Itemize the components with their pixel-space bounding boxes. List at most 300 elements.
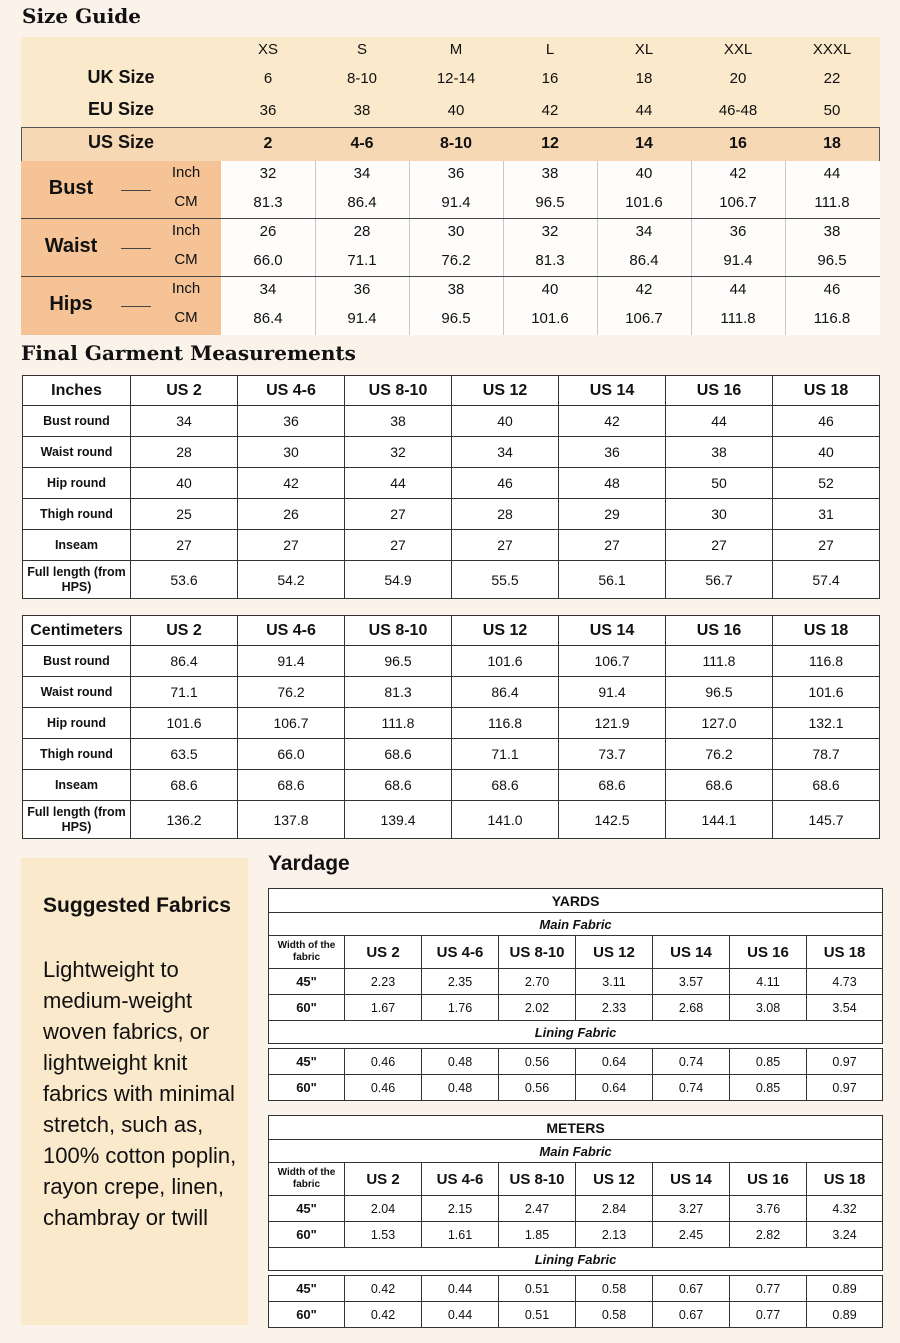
bracket-line bbox=[121, 190, 151, 191]
garment-row bbox=[23, 646, 880, 677]
lining-fabric-value-row bbox=[269, 1276, 883, 1302]
main-fabric-label: Main Fabric bbox=[269, 1140, 883, 1163]
yardage-value-cell: 3.54 bbox=[807, 995, 883, 1021]
measurement-inch-value: 36 bbox=[447, 165, 465, 182]
yardage-size-header: US 18 bbox=[807, 1163, 883, 1196]
yardage-value-cell: 0.42 bbox=[345, 1276, 422, 1302]
us-size-value: 14 bbox=[635, 135, 653, 152]
main-fabric-value-row bbox=[269, 1196, 883, 1222]
garment-row-label: Hip round bbox=[23, 708, 131, 739]
garment-value-cell: 46 bbox=[452, 468, 559, 499]
garment-value-cell: 137.8 bbox=[238, 801, 345, 839]
garment-size-header: US 8-10 bbox=[345, 616, 452, 646]
yardage-value-cell: 3.57 bbox=[653, 969, 730, 995]
yardage-value-cell: 1.85 bbox=[499, 1222, 576, 1248]
garment-value-cell: 71.1 bbox=[131, 677, 238, 708]
yardage-value-cell: 3.08 bbox=[730, 995, 807, 1021]
garment-value-cell: 101.6 bbox=[773, 677, 880, 708]
garment-value-cell: 44 bbox=[345, 468, 452, 499]
garment-row-label: Bust round bbox=[23, 646, 131, 677]
yardage-size-header: US 14 bbox=[653, 1163, 730, 1196]
garment-value-cell: 68.6 bbox=[345, 739, 452, 770]
yardage-value-cell: 0.89 bbox=[807, 1302, 883, 1328]
yardage-value-cell: 0.58 bbox=[576, 1302, 653, 1328]
garment-value-cell: 27 bbox=[345, 499, 452, 530]
yardage-value-cell: 0.51 bbox=[499, 1302, 576, 1328]
garment-row-label: Bust round bbox=[23, 406, 131, 437]
measurement-inch-value: 38 bbox=[541, 165, 559, 182]
garment-value-cell: 68.6 bbox=[238, 770, 345, 801]
yardage-value-cell: 0.58 bbox=[576, 1276, 653, 1302]
yardage-size-header: US 14 bbox=[653, 936, 730, 969]
suggested-fabrics-heading: Suggested Fabrics bbox=[43, 894, 231, 917]
garment-row-label: Inseam bbox=[23, 530, 131, 561]
measurement-label-bust: Bust bbox=[48, 177, 94, 199]
unit-inch-label bbox=[121, 222, 221, 239]
yardage-value-cell: 0.85 bbox=[730, 1075, 807, 1101]
yardage-value-cell: 2.35 bbox=[422, 969, 499, 995]
eu-size-value: 38 bbox=[353, 102, 371, 119]
main-fabric-value-row bbox=[269, 969, 883, 995]
lining-fabric-value-row bbox=[269, 1049, 883, 1075]
garment-value-cell: 127.0 bbox=[666, 708, 773, 739]
yardage-value-cell: 2.02 bbox=[499, 995, 576, 1021]
garment-value-cell: 48 bbox=[559, 468, 666, 499]
garment-value-cell: 27 bbox=[559, 530, 666, 561]
yardage-value-cell: 1.67 bbox=[345, 995, 422, 1021]
yardage-value-cell: 0.46 bbox=[345, 1049, 422, 1075]
garment-size-header: US 4-6 bbox=[238, 616, 345, 646]
garment-value-cell: 38 bbox=[666, 437, 773, 468]
main-fabric-value-row bbox=[269, 995, 883, 1021]
lining-fabric-row bbox=[269, 1021, 883, 1044]
measurement-cm-value: 76.2 bbox=[441, 252, 471, 269]
measurement-inch-value: 36 bbox=[729, 223, 747, 240]
width-of-fabric-label: Width of the fabric bbox=[269, 1163, 345, 1196]
yardage-value-cell: 2.45 bbox=[653, 1222, 730, 1248]
uk-size-value: 8-10 bbox=[346, 70, 378, 87]
unit-cm-label bbox=[121, 309, 221, 326]
garment-value-cell: 38 bbox=[345, 406, 452, 437]
garment-value-cell: 31 bbox=[773, 499, 880, 530]
yardage-value-cell: 2.15 bbox=[422, 1196, 499, 1222]
main-fabric-label: Main Fabric bbox=[269, 913, 883, 936]
main-fabric-row bbox=[269, 913, 883, 936]
garment-value-cell: 68.6 bbox=[559, 770, 666, 801]
yardage-size-header: US 16 bbox=[730, 1163, 807, 1196]
measurement-cm-value: 86.4 bbox=[253, 310, 283, 327]
garment-value-cell: 68.6 bbox=[666, 770, 773, 801]
garment-value-cell: 55.5 bbox=[452, 561, 559, 599]
garment-value-cell: 63.5 bbox=[131, 739, 238, 770]
garment-value-cell: 144.1 bbox=[666, 801, 773, 839]
yardage-value-cell: 0.64 bbox=[576, 1075, 653, 1101]
garment-value-cell: 40 bbox=[773, 437, 880, 468]
suggested-fabrics-text: Lightweight to medium-weight woven fabrics, or lightweight knit fabrics with minimal stretch, such as, 100% cotton poplin, rayon crepe, linen, chambray or twill bbox=[43, 957, 237, 1230]
measurement-inch-value: 28 bbox=[353, 223, 371, 240]
yardage-column-header-row bbox=[269, 1163, 883, 1196]
eu-size-value: 44 bbox=[635, 102, 653, 119]
measurement-cm-value: 91.4 bbox=[723, 252, 753, 269]
measurement-inch-value: 32 bbox=[541, 223, 559, 240]
garment-value-cell: 68.6 bbox=[345, 770, 452, 801]
fabric-width-label: 60" bbox=[269, 1222, 345, 1248]
measurement-inch-value: 42 bbox=[635, 281, 653, 298]
garment-size-header: US 14 bbox=[559, 376, 666, 406]
garment-value-cell: 32 bbox=[345, 437, 452, 468]
yardage-value-cell: 0.77 bbox=[730, 1302, 807, 1328]
fabric-width-label: 60" bbox=[269, 995, 345, 1021]
garment-value-cell: 73.7 bbox=[559, 739, 666, 770]
garment-value-cell: 101.6 bbox=[131, 708, 238, 739]
garment-value-cell: 68.6 bbox=[452, 770, 559, 801]
measurement-cm-value: 96.5 bbox=[535, 194, 565, 211]
garment-value-cell: 44 bbox=[666, 406, 773, 437]
measurement-cm-value: 101.6 bbox=[625, 194, 663, 211]
fabric-width-label: 45" bbox=[269, 1196, 345, 1222]
garment-size-header: US 12 bbox=[452, 376, 559, 406]
garment-value-cell: 106.7 bbox=[559, 646, 666, 677]
unit-cm-label bbox=[121, 193, 221, 210]
garment-value-cell: 46 bbox=[773, 406, 880, 437]
measurement-cm-value: 106.7 bbox=[719, 194, 757, 211]
garment-row bbox=[23, 468, 880, 499]
unit-cm-text: CM bbox=[174, 251, 198, 268]
garment-value-cell: 27 bbox=[773, 530, 880, 561]
measurement-inch-value: 26 bbox=[259, 223, 277, 240]
us-size-value: 4-6 bbox=[350, 135, 374, 152]
garment-value-cell: 26 bbox=[238, 499, 345, 530]
us-size-value: 12 bbox=[541, 135, 559, 152]
garment-value-cell: 139.4 bbox=[345, 801, 452, 839]
garment-size-header: US 12 bbox=[452, 616, 559, 646]
letter-size-label: L bbox=[545, 41, 555, 58]
garment-value-cell: 40 bbox=[452, 406, 559, 437]
measurement-inch-value: 44 bbox=[823, 165, 841, 182]
measurement-inch-value: 34 bbox=[353, 165, 371, 182]
uk-size-value: 16 bbox=[541, 70, 559, 87]
yardage-unit-row bbox=[269, 889, 883, 913]
measurement-inch-value: 44 bbox=[729, 281, 747, 298]
garment-value-cell: 28 bbox=[131, 437, 238, 468]
yardage-value-cell: 2.68 bbox=[653, 995, 730, 1021]
garment-row bbox=[23, 739, 880, 770]
garment-size-header: US 14 bbox=[559, 616, 666, 646]
yardage-value-cell: 0.77 bbox=[730, 1276, 807, 1302]
yardage-unit-row bbox=[269, 1116, 883, 1140]
garment-row bbox=[23, 708, 880, 739]
garment-row bbox=[23, 499, 880, 530]
yardage-value-cell: 0.56 bbox=[499, 1075, 576, 1101]
fabric-width-label: 60" bbox=[269, 1302, 345, 1328]
garment-value-cell: 96.5 bbox=[666, 677, 773, 708]
unit-cm-text: CM bbox=[174, 309, 198, 326]
main-fabric-row bbox=[269, 1140, 883, 1163]
unit-inch-text: Inch bbox=[171, 280, 201, 297]
us-size-value: 2 bbox=[263, 135, 273, 152]
yardage-value-cell: 0.42 bbox=[345, 1302, 422, 1328]
measurement-cm-value: 111.8 bbox=[720, 310, 756, 327]
garment-value-cell: 91.4 bbox=[559, 677, 666, 708]
yardage-value-cell: 3.24 bbox=[807, 1222, 883, 1248]
fabric-width-label: 60" bbox=[269, 1075, 345, 1101]
garment-value-cell: 76.2 bbox=[238, 677, 345, 708]
garment-row-label: Full length (from HPS) bbox=[23, 561, 131, 599]
measurement-inch-value: 38 bbox=[447, 281, 465, 298]
letter-size-label: XXXL bbox=[812, 41, 852, 58]
yardage-unit-header: METERS bbox=[269, 1116, 883, 1140]
garment-row-label: Waist round bbox=[23, 437, 131, 468]
measurement-inch-value: 42 bbox=[729, 165, 747, 182]
garment-header-row bbox=[23, 376, 880, 406]
yardage-value-cell: 0.48 bbox=[422, 1075, 499, 1101]
measurement-inch-value: 46 bbox=[823, 281, 841, 298]
garment-row-label: Waist round bbox=[23, 677, 131, 708]
garment-unit-header: Centimeters bbox=[23, 616, 131, 646]
garment-size-header: US 18 bbox=[773, 376, 880, 406]
garment-value-cell: 28 bbox=[452, 499, 559, 530]
garment-cm-table bbox=[22, 615, 880, 839]
yardage-value-cell: 3.11 bbox=[576, 969, 653, 995]
yardage-value-cell: 2.84 bbox=[576, 1196, 653, 1222]
yardage-value-cell: 0.48 bbox=[422, 1049, 499, 1075]
garment-value-cell: 34 bbox=[452, 437, 559, 468]
yardage-value-cell: 0.97 bbox=[807, 1075, 883, 1101]
yardage-title: Yardage bbox=[268, 852, 350, 875]
yardage-value-cell: 1.76 bbox=[422, 995, 499, 1021]
garment-value-cell: 52 bbox=[773, 468, 880, 499]
garment-inches-table bbox=[22, 375, 880, 599]
garment-value-cell: 54.2 bbox=[238, 561, 345, 599]
garment-size-header: US 16 bbox=[666, 616, 773, 646]
yardage-size-header: US 4-6 bbox=[422, 936, 499, 969]
garment-measurements-title: Final Garment Measurements bbox=[21, 341, 356, 365]
measurement-inch-value: 40 bbox=[541, 281, 559, 298]
yardage-size-header: US 4-6 bbox=[422, 1163, 499, 1196]
unit-inch-text: Inch bbox=[171, 164, 201, 181]
garment-row-label: Full length (from HPS) bbox=[23, 801, 131, 839]
garment-row bbox=[23, 406, 880, 437]
letter-size-label: XL bbox=[634, 41, 654, 58]
garment-value-cell: 106.7 bbox=[238, 708, 345, 739]
yardage-size-header: US 2 bbox=[345, 936, 422, 969]
garment-row-label: Inseam bbox=[23, 770, 131, 801]
bracket-line bbox=[121, 248, 151, 249]
eu-size-value: 40 bbox=[447, 102, 465, 119]
garment-value-cell: 86.4 bbox=[131, 646, 238, 677]
garment-value-cell: 132.1 bbox=[773, 708, 880, 739]
us-size-value: 18 bbox=[823, 135, 841, 152]
garment-value-cell: 30 bbox=[666, 499, 773, 530]
garment-value-cell: 101.6 bbox=[452, 646, 559, 677]
yardage-value-cell: 0.97 bbox=[807, 1049, 883, 1075]
uk-size-label: UK Size bbox=[87, 67, 155, 87]
fabric-width-label: 45" bbox=[269, 969, 345, 995]
garment-value-cell: 66.0 bbox=[238, 739, 345, 770]
measurement-cm-value: 71.1 bbox=[347, 252, 377, 269]
yardage-value-cell: 4.32 bbox=[807, 1196, 883, 1222]
unit-inch-text: Inch bbox=[171, 222, 201, 239]
letter-size-label: XS bbox=[257, 41, 278, 58]
yardage-value-cell: 0.46 bbox=[345, 1075, 422, 1101]
yardage-size-header: US 12 bbox=[576, 936, 653, 969]
garment-value-cell: 76.2 bbox=[666, 739, 773, 770]
measurement-cm-value: 106.7 bbox=[625, 310, 663, 327]
garment-row bbox=[23, 437, 880, 468]
measurement-inch-value: 38 bbox=[823, 223, 841, 240]
eu-size-value: 42 bbox=[541, 102, 559, 119]
measurement-cm-value: 101.6 bbox=[531, 310, 569, 327]
yardage-value-cell: 0.74 bbox=[653, 1075, 730, 1101]
uk-size-value: 6 bbox=[263, 70, 273, 87]
garment-value-cell: 96.5 bbox=[345, 646, 452, 677]
garment-value-cell: 29 bbox=[559, 499, 666, 530]
yardage-value-cell: 0.44 bbox=[422, 1302, 499, 1328]
garment-value-cell: 145.7 bbox=[773, 801, 880, 839]
garment-unit-header: Inches bbox=[23, 376, 131, 406]
garment-value-cell: 116.8 bbox=[452, 708, 559, 739]
yardage-yards-table bbox=[268, 888, 883, 1101]
garment-value-cell: 111.8 bbox=[666, 646, 773, 677]
yardage-size-header: US 8-10 bbox=[499, 936, 576, 969]
yardage-meters-table bbox=[268, 1115, 883, 1328]
garment-row bbox=[23, 561, 880, 599]
garment-value-cell: 68.6 bbox=[131, 770, 238, 801]
garment-value-cell: 40 bbox=[131, 468, 238, 499]
garment-value-cell: 42 bbox=[559, 406, 666, 437]
garment-row bbox=[23, 770, 880, 801]
measurement-inch-value: 32 bbox=[259, 165, 277, 182]
yardage-size-header: US 12 bbox=[576, 1163, 653, 1196]
size-guide-title: Size Guide bbox=[22, 4, 142, 28]
lining-fabric-label: Lining Fabric bbox=[269, 1021, 883, 1044]
garment-value-cell: 141.0 bbox=[452, 801, 559, 839]
garment-header-row bbox=[23, 616, 880, 646]
unit-inch-label bbox=[121, 164, 221, 181]
yardage-value-cell: 3.27 bbox=[653, 1196, 730, 1222]
eu-size-value: 36 bbox=[259, 102, 277, 119]
uk-size-value: 12-14 bbox=[436, 70, 476, 87]
garment-value-cell: 53.6 bbox=[131, 561, 238, 599]
uk-size-value: 22 bbox=[823, 70, 841, 87]
unit-cm-text: CM bbox=[174, 193, 198, 210]
yardage-value-cell: 2.82 bbox=[730, 1222, 807, 1248]
measurement-inch-value: 34 bbox=[259, 281, 277, 298]
yardage-value-cell: 4.11 bbox=[730, 969, 807, 995]
yardage-value-cell: 2.70 bbox=[499, 969, 576, 995]
garment-size-header: US 2 bbox=[131, 616, 238, 646]
yardage-value-cell: 2.23 bbox=[345, 969, 422, 995]
yardage-unit-header: YARDS bbox=[269, 889, 883, 913]
us-size-value: 16 bbox=[729, 135, 747, 152]
measurement-cm-value: 81.3 bbox=[535, 252, 565, 269]
garment-row-label: Thigh round bbox=[23, 739, 131, 770]
garment-value-cell: 42 bbox=[238, 468, 345, 499]
garment-value-cell: 116.8 bbox=[773, 646, 880, 677]
measurement-cm-value: 86.4 bbox=[347, 194, 377, 211]
garment-value-cell: 34 bbox=[131, 406, 238, 437]
garment-value-cell: 50 bbox=[666, 468, 773, 499]
garment-value-cell: 81.3 bbox=[345, 677, 452, 708]
yardage-value-cell: 4.73 bbox=[807, 969, 883, 995]
yardage-value-cell: 0.51 bbox=[499, 1276, 576, 1302]
fabric-width-label: 45" bbox=[269, 1049, 345, 1075]
garment-value-cell: 56.7 bbox=[666, 561, 773, 599]
unit-cm-label bbox=[121, 251, 221, 268]
yardage-value-cell: 0.67 bbox=[653, 1302, 730, 1328]
yardage-size-header: US 18 bbox=[807, 936, 883, 969]
garment-value-cell: 111.8 bbox=[345, 708, 452, 739]
yardage-value-cell: 1.61 bbox=[422, 1222, 499, 1248]
garment-value-cell: 142.5 bbox=[559, 801, 666, 839]
garment-value-cell: 86.4 bbox=[452, 677, 559, 708]
garment-size-header: US 16 bbox=[666, 376, 773, 406]
measurement-cm-value: 86.4 bbox=[629, 252, 659, 269]
bracket-line bbox=[121, 306, 151, 307]
garment-value-cell: 78.7 bbox=[773, 739, 880, 770]
garment-value-cell: 36 bbox=[559, 437, 666, 468]
garment-row-label: Thigh round bbox=[23, 499, 131, 530]
block-divider bbox=[21, 218, 880, 219]
measurement-cm-value: 96.5 bbox=[817, 252, 847, 269]
eu-size-value: 50 bbox=[823, 102, 841, 119]
lining-fabric-label: Lining Fabric bbox=[269, 1248, 883, 1271]
yardage-value-cell: 1.53 bbox=[345, 1222, 422, 1248]
garment-value-cell: 25 bbox=[131, 499, 238, 530]
yardage-value-cell: 2.47 bbox=[499, 1196, 576, 1222]
lining-fabric-value-row bbox=[269, 1075, 883, 1101]
measurement-cm-value: 66.0 bbox=[253, 252, 283, 269]
garment-row bbox=[23, 530, 880, 561]
yardage-size-header: US 2 bbox=[345, 1163, 422, 1196]
us-size-label: US Size bbox=[87, 132, 155, 152]
garment-value-cell: 91.4 bbox=[238, 646, 345, 677]
garment-value-cell: 27 bbox=[345, 530, 452, 561]
eu-size-value: 46-48 bbox=[718, 102, 758, 119]
lining-fabric-row bbox=[269, 1248, 883, 1271]
yardage-value-cell: 2.33 bbox=[576, 995, 653, 1021]
garment-size-header: US 8-10 bbox=[345, 376, 452, 406]
garment-value-cell: 54.9 bbox=[345, 561, 452, 599]
garment-value-cell: 27 bbox=[131, 530, 238, 561]
yardage-value-cell: 0.67 bbox=[653, 1276, 730, 1302]
measurement-cm-value: 116.8 bbox=[813, 310, 851, 327]
garment-size-header: US 2 bbox=[131, 376, 238, 406]
yardage-value-cell: 0.64 bbox=[576, 1049, 653, 1075]
yardage-value-cell: 0.85 bbox=[730, 1049, 807, 1075]
measurement-inch-value: 36 bbox=[353, 281, 371, 298]
yardage-value-cell: 0.56 bbox=[499, 1049, 576, 1075]
lining-fabric-value-row bbox=[269, 1302, 883, 1328]
garment-value-cell: 121.9 bbox=[559, 708, 666, 739]
main-fabric-value-row bbox=[269, 1222, 883, 1248]
garment-value-cell: 68.6 bbox=[773, 770, 880, 801]
garment-value-cell: 27 bbox=[666, 530, 773, 561]
suggested-fabrics-panel bbox=[21, 858, 248, 1325]
yardage-value-cell: 2.04 bbox=[345, 1196, 422, 1222]
garment-row bbox=[23, 801, 880, 839]
garment-value-cell: 30 bbox=[238, 437, 345, 468]
garment-value-cell: 27 bbox=[452, 530, 559, 561]
yardage-value-cell: 0.89 bbox=[807, 1276, 883, 1302]
letter-size-label: S bbox=[356, 41, 367, 58]
letter-size-label: M bbox=[449, 41, 463, 58]
garment-size-header: US 4-6 bbox=[238, 376, 345, 406]
measurement-cm-value: 111.8 bbox=[814, 194, 850, 211]
yardage-value-cell: 2.13 bbox=[576, 1222, 653, 1248]
measurement-label-waist: Waist bbox=[44, 235, 98, 257]
garment-row bbox=[23, 677, 880, 708]
